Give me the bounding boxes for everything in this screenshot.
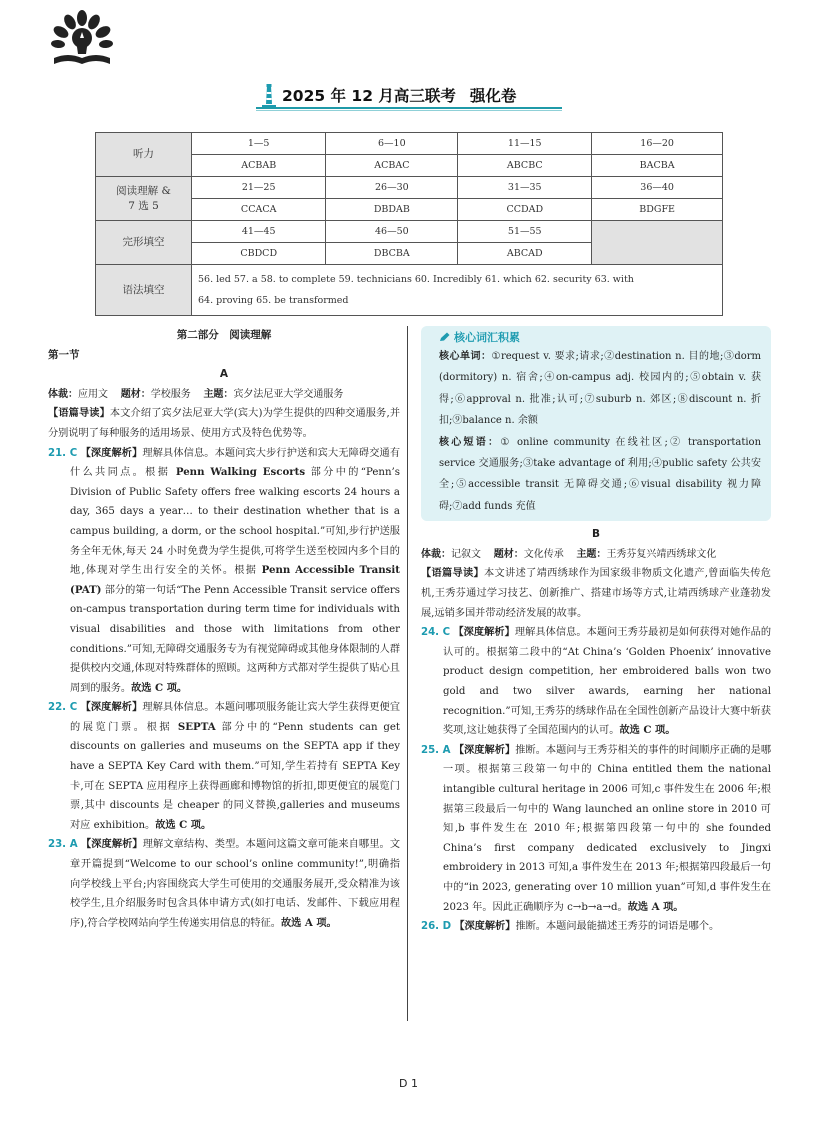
- vocab-title: [439, 330, 761, 346]
- tree-book-logo-icon: [46, 8, 118, 68]
- analysis-text: 部分的第一句话“The Penn Accessible Transit service offers on-campus transportation during term time for individuals with visual disabilities and those with limitations from other conditions.”可知,无障碍交通服务专为有视觉障碍或其他身体限制的人群提供校内交通,体现对特殊群体的照顾。这两种方式都对学生提供了贴心且周到的服务。: [70, 584, 401, 694]
- analysis-text: 部分中的“Penn’s Division of Public Safety offers free walking escorts 24 hours a day, 365 days a year… to their destination whether that is a campus building, a dorm, or the school hospital.”可知,步行护送服务全年无休,每天 24 小时免费为学生提供,可将学生送至校园内多个目的地,体现对学生出行安全的关怀。根据: [70, 467, 400, 577]
- analysis-text: 理解具体信息。本题问宾大步行护送和宾大无障碍交通有什么共同点。根据: [70, 447, 401, 479]
- question-21: [48, 444, 400, 699]
- analysis-tag: 【深度解析】: [80, 702, 143, 714]
- reading-label: [96, 177, 192, 221]
- range-cell: 6—10: [326, 133, 458, 155]
- cloze-label: 完形填空: [96, 221, 192, 265]
- lighthouse-icon: [260, 82, 278, 108]
- section-title: 第一节: [48, 348, 80, 361]
- question-number: 25. A: [421, 744, 451, 756]
- question-number: 23. A: [48, 839, 78, 851]
- range-cell: 31—35: [458, 177, 592, 199]
- phrases-label: 核心短语：: [439, 436, 501, 448]
- question-number: 26. D: [421, 921, 452, 933]
- question-24: [421, 623, 771, 741]
- range-cell: 16—20: [592, 133, 723, 155]
- passage-label: A: [219, 368, 229, 381]
- empty-cell: [592, 221, 723, 265]
- question-number: 22. C: [48, 702, 78, 714]
- analysis-tag: 【深度解析】: [453, 627, 515, 639]
- pen-icon: [439, 332, 451, 342]
- answer-cell: DBCBA: [326, 243, 458, 265]
- answer-cell: DBDAB: [326, 199, 458, 221]
- phrases-text: ① online community 在线社区;② transportation service 交通服务;③take advantage of 利用;④public safety 公共安全;⑤accessible transit 无障碍交通;⑥visual disability 视力障碍;⑦add funds 充值: [439, 436, 762, 512]
- words-label: 核心单词：: [439, 351, 492, 362]
- theme-value: 宾夕法尼亚大学交通服务: [233, 388, 344, 400]
- question-number: 21. C: [48, 447, 78, 459]
- passage-guide: [421, 564, 771, 623]
- exam-subtitle: 强化卷: [469, 87, 517, 105]
- grammar-line2: 64. proving 65. be transformed: [198, 295, 349, 306]
- title-underline: [256, 107, 562, 109]
- topic-label: 题材：: [493, 548, 524, 560]
- page-number: D 1: [399, 1077, 418, 1090]
- analysis-tag: 【深度解析】: [80, 447, 143, 459]
- reading-label-line2: 7 选 5: [128, 199, 159, 212]
- answer-cell: CCDAD: [458, 199, 592, 221]
- answer-cell: ACBAC: [326, 155, 458, 177]
- passage-guide: [48, 404, 400, 443]
- analysis-text: 理解具体信息。本题问哪项服务能让宾大学生获得更便宜的展览门票。根据: [70, 702, 401, 733]
- keyword: Penn Accessible Transit (PAT): [70, 564, 400, 596]
- guide-tag: 【语篇导读】: [48, 408, 110, 420]
- grammar-line1: 56. led 57. a 58. to complete 59. technicians 60. Incredibly 61. which 62. security 63. with: [198, 274, 634, 285]
- range-cell: 1—5: [192, 133, 326, 155]
- passage-meta: [48, 385, 400, 405]
- analysis-text: 部分中的“Penn students can get discounts on galleries and museums on the SEPTA app if they have a SEPTA Key Card with them.”可知,学生若持有 SEPTA Key 卡,可在 SEPTA 应用程序上获得画廊和博物馆的折扣,即更便宜的展览门票,其中 discounts 是 cheaper 的同义替换,galleries and museums 对应 exhibition。: [70, 721, 400, 831]
- answer-table: [95, 132, 723, 316]
- range-cell: 36—40: [592, 177, 723, 199]
- vocab-words: [439, 346, 761, 432]
- question-25: [421, 741, 771, 917]
- theme-value: 王秀芬复兴靖西绣球文化: [606, 548, 717, 560]
- page-header: [256, 82, 566, 112]
- page-title: [282, 84, 516, 106]
- answer-cell: BDGFE: [592, 199, 723, 221]
- answer-cell: CCACA: [192, 199, 326, 221]
- exam-title: 2025 年 12 月高三联考: [282, 87, 456, 105]
- question-26: [421, 917, 771, 937]
- table-row: [96, 177, 723, 199]
- answer-choice: 故选 C 项。: [155, 818, 212, 831]
- genre-value: 记叙文: [451, 548, 481, 560]
- table-row: [96, 265, 723, 316]
- analysis-tag: 【深度解析】: [80, 839, 143, 851]
- vocab-phrases: [439, 432, 761, 518]
- reading-label-line1: 阅读理解 &: [116, 184, 171, 197]
- keyword: Penn Walking Escorts: [175, 466, 306, 479]
- range-cell: 41—45: [192, 221, 326, 243]
- table-row: [96, 133, 723, 155]
- analysis-text: 理解文章结构、类型。本题问这篇文章可能来自哪里。文章开篇提到“Welcome to our school’s online community!”,明确指向学校线上平台;内容围绕宾大学生可使用的交通服务展开,受众精准为该校学生,且介绍服务时包含具体申请方式(如打电话、发邮件、下载应用程序),符合学校网站向学生传递实用信息的特征。: [70, 839, 401, 929]
- keyword: SEPTA: [177, 720, 216, 733]
- analysis-text: 推断。本题问与王秀芬相关的事件的时间顺序正确的是哪一项。根据第三段第一句中的 China entitled them the national intangible cultural heritage in 2006 可知,c 事件发生在 2006 年;根据第三段最后一句中的 Wang launched an online store in 2010 可知,b 事件发生在 2010 年;根据第四段第一句中的 she founded China’s first company dedicated exclusively to Jingxi embroidery in 2013 可知,a 事件发生在 2013 年;根据第四段最后一句中的“in 2023, generating over 10 million yuan”可知,d 事件发生在 2023 年。因此正确顺序为 c→b→a→d。: [443, 744, 772, 913]
- listening-label: 听力: [96, 133, 192, 177]
- words-text: ①request v. 要求;请求;②destination n. 目的地;③dorm (dormitory) n. 宿舍;④on-campus adj. 校园内的;⑤obtain v. 获得;⑥approval n. 批准;认可;⑦suburb n. 郊区;⑧discount n. 折扣;⑨balance n. 余额: [439, 351, 762, 427]
- range-cell: 11—15: [458, 133, 592, 155]
- answer-choice: 故选 C 项。: [619, 724, 676, 737]
- genre-label: 体裁：: [48, 388, 78, 400]
- analysis-tag: 【深度解析】: [453, 744, 516, 756]
- question-23: [48, 835, 400, 933]
- topic-value: 文化传承: [523, 548, 564, 560]
- theme-label: 主题：: [203, 388, 234, 400]
- answer-cell: ACBAB: [192, 155, 326, 177]
- passage-label: B: [591, 528, 600, 541]
- vocab-box: [421, 326, 771, 521]
- analysis-tag: 【深度解析】: [454, 921, 516, 933]
- answer-cell: ABCAD: [458, 243, 592, 265]
- topic-label: 题材：: [120, 388, 151, 400]
- title-underline-thin: [256, 110, 562, 111]
- answer-choice: 故选 A 项。: [627, 900, 684, 913]
- analysis-text: 推断。本题问最能描述王秀芬的词语是哪个。: [515, 921, 720, 933]
- range-cell: 26—30: [326, 177, 458, 199]
- theme-label: 主题：: [576, 548, 607, 560]
- passage-meta: [421, 545, 771, 565]
- guide-tag: 【语篇导读】: [421, 568, 485, 580]
- genre-value: 应用文: [78, 388, 108, 400]
- answer-cell: BACBA: [592, 155, 723, 177]
- left-column: [48, 326, 400, 933]
- genre-label: 体裁：: [421, 548, 451, 560]
- range-cell: 51—55: [458, 221, 592, 243]
- answer-cell: ABCBC: [458, 155, 592, 177]
- answer-cell: CBDCD: [192, 243, 326, 265]
- range-cell: 46—50: [326, 221, 458, 243]
- guide-text: 本文讲述了靖西绣球作为国家级非物质文化遗产,曾面临失传危机,王秀芬通过学习技艺、创新推广、搭建市场等方式,让靖西绣球产业蓬勃发展,远销多国并带动经济发展的故事。: [421, 568, 771, 619]
- guide-text: 本文介绍了宾夕法尼亚大学(宾大)为学生提供的四种交通服务,并分别说明了每种服务的适用场景、使用方式及特色优势等。: [48, 408, 401, 439]
- table-row: [96, 221, 723, 243]
- range-cell: 21—25: [192, 177, 326, 199]
- answer-choice: 故选 C 项。: [131, 681, 188, 694]
- analysis-text: 理解具体信息。本题问王秀芬最初是如何获得对她作品的认可的。根据第二段中的“At China’s ‘Golden Phoenix’ innovative product design competition, her embroidered balls won two gold and two silver awards, earning her national recognition.”可知,王秀芬的绣球作品在全国性创新产品设计大赛中斩获奖项,这让她获得了全国范围内的认可。: [443, 627, 772, 737]
- vocab-title-text: 核心词汇积累: [454, 331, 520, 344]
- right-column: [421, 326, 771, 937]
- answer-choice: 故选 A 项。: [280, 916, 337, 929]
- grammar-label: 语法填空: [96, 265, 192, 316]
- topic-value: 学校服务: [150, 388, 191, 400]
- part-title: 第二部分 阅读理解: [176, 329, 272, 341]
- question-number: 24. C: [421, 627, 451, 639]
- question-22: [48, 698, 400, 835]
- column-divider: [407, 326, 408, 1021]
- grammar-answers: [192, 265, 723, 316]
